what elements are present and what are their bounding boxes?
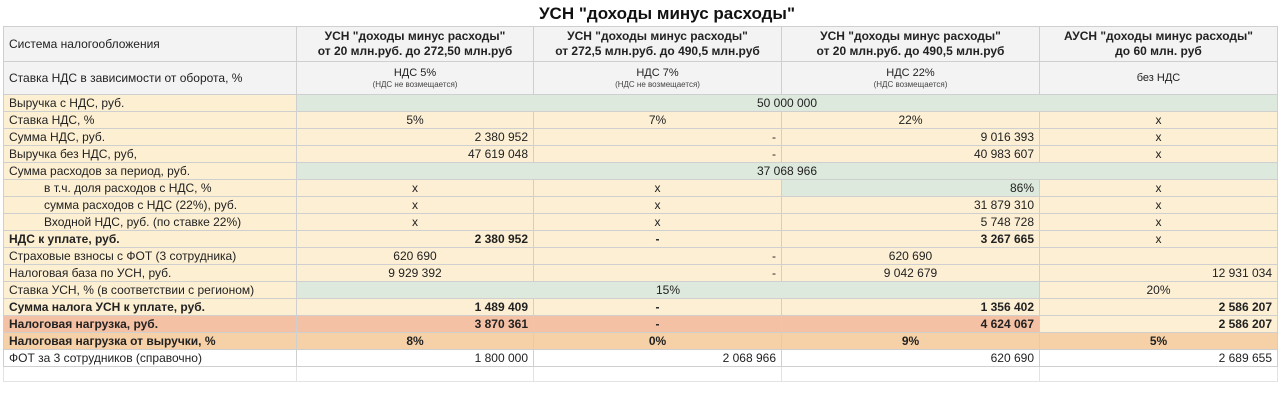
- cell: 2 586 207: [1040, 316, 1278, 333]
- cell: 22%: [782, 112, 1040, 129]
- vat-rate: НДС 22%: [886, 66, 935, 79]
- row-label: Сумма расходов за период, руб.: [4, 163, 297, 180]
- table-row: [4, 95, 1278, 112]
- cell: x: [1040, 146, 1278, 163]
- cell: 40 983 607: [782, 146, 1040, 163]
- column-header: УСН "доходы минус расходы" от 20 млн.руб. до 490,5 млн.руб: [782, 27, 1040, 62]
- row-label: Налоговая нагрузка от выручки, %: [4, 333, 297, 350]
- merged-value: 50 000 000: [297, 95, 1278, 112]
- cell: 2 068 966: [534, 350, 782, 367]
- cell: 2 380 952: [297, 129, 534, 146]
- tax-comparison-table: [3, 26, 1278, 382]
- cell: 1 800 000: [297, 350, 534, 367]
- table-title: УСН "доходы минус расходы": [538, 4, 796, 23]
- table-row: [4, 333, 1278, 350]
- cell: 5%: [1040, 333, 1278, 350]
- table-row: [4, 299, 1278, 316]
- row-label: Сумма налога УСН к уплате, руб.: [4, 299, 297, 316]
- cell: x: [1040, 214, 1278, 231]
- row-label: Сумма НДС, руб.: [4, 129, 297, 146]
- cell: 31 879 310: [782, 197, 1040, 214]
- cell: 7%: [534, 112, 782, 129]
- table-row: [4, 350, 1278, 367]
- cell: -: [534, 231, 782, 248]
- table-row: [4, 248, 1278, 265]
- cell: 5 748 728: [782, 214, 1040, 231]
- row-label: Налоговая нагрузка, руб.: [4, 316, 297, 333]
- cell: 620 690: [782, 350, 1040, 367]
- table-row: [4, 163, 1278, 180]
- table-row: [4, 112, 1278, 129]
- cell: -: [534, 146, 782, 163]
- cell: 9%: [782, 333, 1040, 350]
- table-row: [4, 231, 1278, 248]
- row-label: в т.ч. доля расходов с НДС, %: [4, 180, 297, 197]
- cell: 620 690: [297, 248, 534, 265]
- cell: 5%: [297, 112, 534, 129]
- table-row: [4, 180, 1278, 197]
- cell: x: [297, 197, 534, 214]
- header-row: [4, 27, 1278, 62]
- row-label: Входной НДС, руб. (по ставке 22%): [4, 214, 297, 231]
- cell: 9 042 679: [782, 265, 1040, 282]
- row-label: ФОТ за 3 сотрудников (справочно): [4, 350, 297, 367]
- vat-rate: без НДС: [1136, 71, 1181, 84]
- row-label: Выручка без НДС, руб,: [4, 146, 297, 163]
- vat-header-row: [4, 62, 1278, 95]
- row-label: Ставка НДС в зависимости от оборота, %: [4, 62, 297, 95]
- row-label: Налоговая база по УСН, руб.: [4, 265, 297, 282]
- table-row: [4, 146, 1278, 163]
- vat-rate: НДС 7%: [636, 66, 679, 79]
- empty-cell: [782, 367, 1040, 382]
- vat-cell: [534, 62, 782, 95]
- cell: [1040, 248, 1278, 265]
- cell: x: [534, 214, 782, 231]
- merged-value: 15%: [297, 282, 1040, 299]
- row-label: Страховые взносы с ФОТ (3 сотрудника): [4, 248, 297, 265]
- cell: 2 380 952: [297, 231, 534, 248]
- vat-cell: [1040, 62, 1278, 95]
- row-label: Система налогообложения: [4, 27, 297, 62]
- row-label: Ставка УСН, % (в соответствии с регионом): [4, 282, 297, 299]
- column-header: УСН "доходы минус расходы" от 20 млн.руб. до 272,50 млн.руб: [297, 27, 534, 62]
- table-row: [4, 282, 1278, 299]
- cell: 2 689 655: [1040, 350, 1278, 367]
- row-label: сумма расходов с НДС (22%), руб.: [4, 197, 297, 214]
- cell: -: [534, 299, 782, 316]
- table-row: [4, 265, 1278, 282]
- cell: -: [534, 248, 782, 265]
- table-row: [4, 316, 1278, 333]
- cell: 47 619 048: [297, 146, 534, 163]
- cell: 0%: [534, 333, 782, 350]
- cell: 1 356 402: [782, 299, 1040, 316]
- cell: x: [1040, 129, 1278, 146]
- cell: x: [297, 214, 534, 231]
- cell: 8%: [297, 333, 534, 350]
- table-row: [4, 214, 1278, 231]
- row-label: НДС к уплате, руб.: [4, 231, 297, 248]
- empty-cell: [297, 367, 534, 382]
- cell: x: [1040, 112, 1278, 129]
- empty-row: [4, 367, 1278, 382]
- cell: 2 586 207: [1040, 299, 1278, 316]
- table-row: [4, 197, 1278, 214]
- cell: -: [534, 316, 782, 333]
- vat-note: (НДС не возмещается): [615, 79, 700, 89]
- cell: 12 931 034: [1040, 265, 1278, 282]
- row-label: Ставка НДС, %: [4, 112, 297, 129]
- empty-cell: [4, 367, 297, 382]
- column-header: УСН "доходы минус расходы" от 272,5 млн.руб. до 490,5 млн.руб: [534, 27, 782, 62]
- merged-value: 37 068 966: [297, 163, 1278, 180]
- vat-cell: [297, 62, 534, 95]
- vat-cell: [782, 62, 1040, 95]
- empty-cell: [1040, 367, 1278, 382]
- cell: 9 016 393: [782, 129, 1040, 146]
- vat-rate: НДС 5%: [393, 66, 437, 79]
- cell: 1 489 409: [297, 299, 534, 316]
- cell: 86%: [782, 180, 1040, 197]
- row-label: Выручка с НДС, руб.: [4, 95, 297, 112]
- cell: 9 929 392: [297, 265, 534, 282]
- cell: x: [534, 180, 782, 197]
- cell: x: [1040, 180, 1278, 197]
- empty-cell: [534, 367, 782, 382]
- cell: x: [1040, 231, 1278, 248]
- cell: -: [534, 265, 782, 282]
- column-header: АУСН "доходы минус расходы" до 60 млн. руб: [1040, 27, 1278, 62]
- cell: 20%: [1040, 282, 1278, 299]
- cell: 4 624 067: [782, 316, 1040, 333]
- cell: -: [534, 129, 782, 146]
- cell: x: [1040, 197, 1278, 214]
- cell: 620 690: [782, 248, 1040, 265]
- table-row: [4, 129, 1278, 146]
- cell: 3 870 361: [297, 316, 534, 333]
- vat-note: (НДС возмещается): [873, 79, 948, 89]
- cell: 3 267 665: [782, 231, 1040, 248]
- cell: x: [534, 197, 782, 214]
- vat-note: (НДС не возмещается): [372, 79, 458, 89]
- cell: x: [297, 180, 534, 197]
